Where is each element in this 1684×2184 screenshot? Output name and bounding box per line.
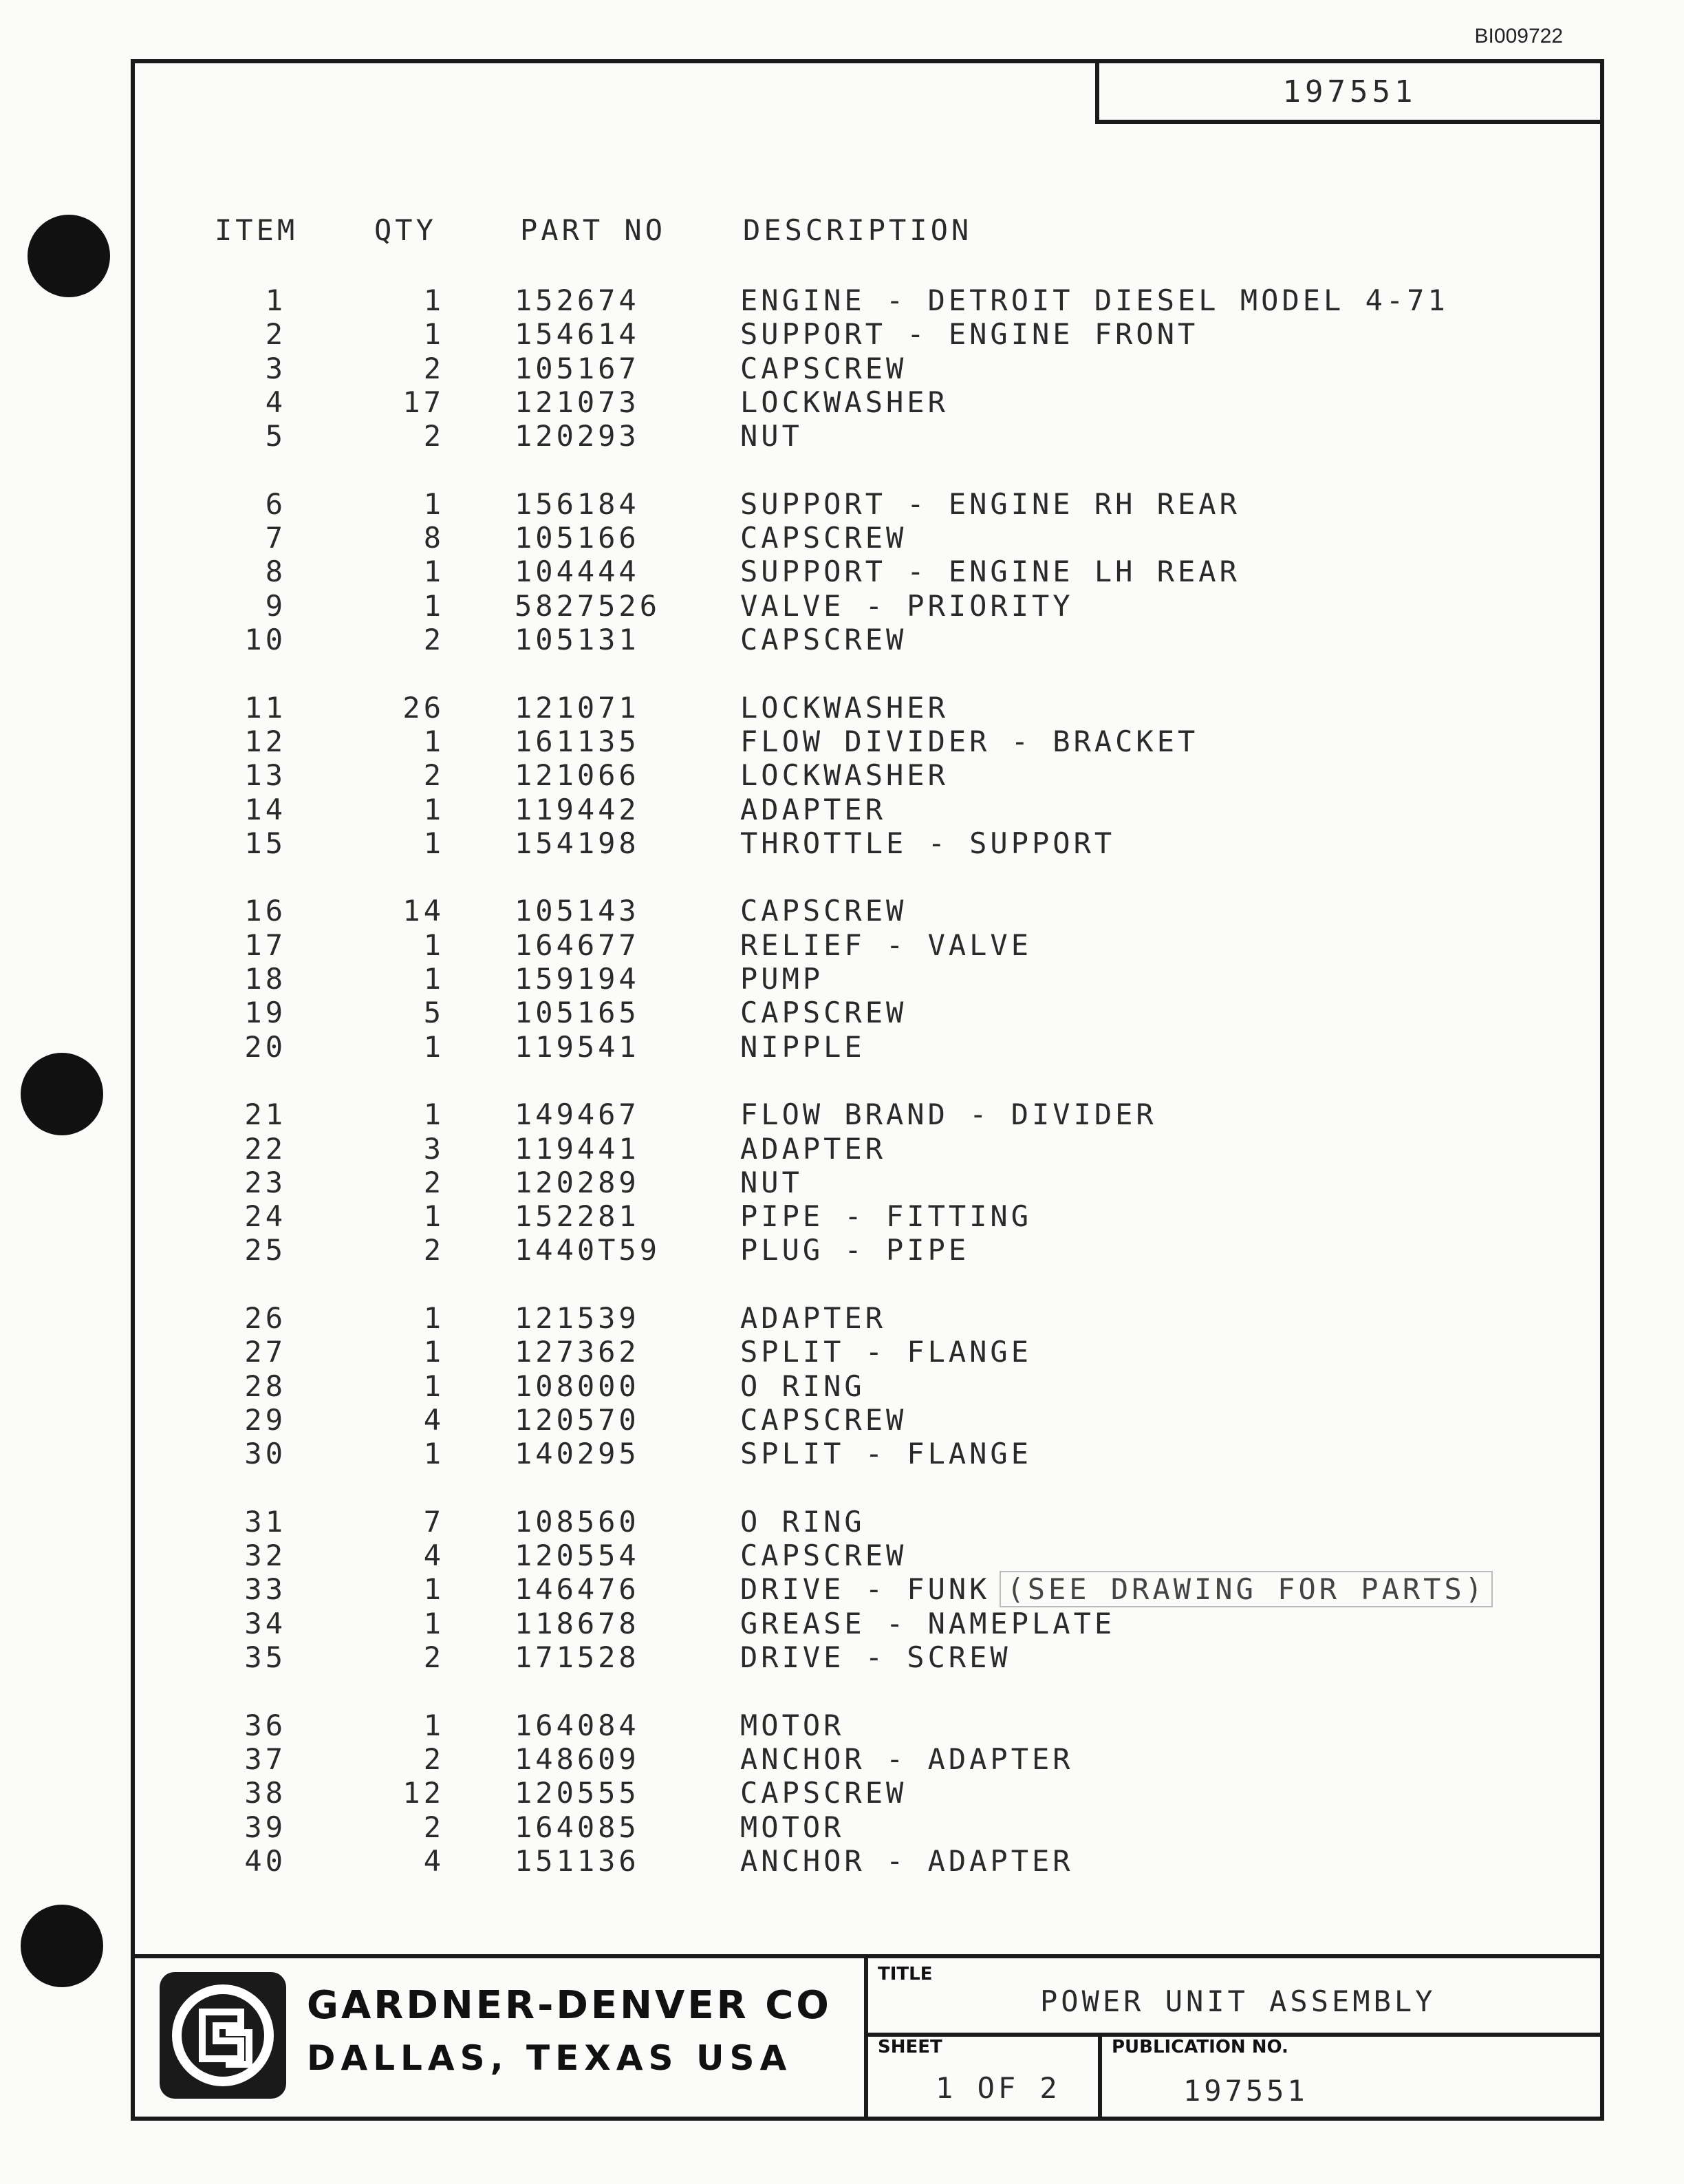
- description-cell: VALVE - PRIORITY: [740, 588, 1074, 623]
- description-cell: CAPSCREW: [740, 894, 907, 928]
- item-cell: 28: [244, 1369, 286, 1403]
- table-row: [135, 691, 1600, 725]
- part-no-cell: 120554: [515, 1539, 640, 1573]
- part-no-cell: 121539: [515, 1301, 640, 1335]
- qty-cell: 14: [402, 894, 444, 928]
- item-cell: 30: [244, 1437, 286, 1471]
- item-cell: 8: [265, 555, 286, 589]
- qty-cell: 26: [402, 690, 444, 725]
- item-cell: 12: [244, 724, 286, 758]
- qty-cell: 2: [423, 623, 444, 656]
- item-cell: 24: [244, 1199, 286, 1234]
- part-no-cell: 140295: [515, 1437, 640, 1471]
- table-row: [135, 826, 1600, 861]
- item-cell: 35: [244, 1640, 286, 1674]
- description-cell: ENGINE - DETROIT DIESEL MODEL 4-71: [740, 283, 1449, 317]
- sheet-value: 1 OF 2: [936, 2071, 1061, 2105]
- item-cell: 40: [244, 1843, 286, 1878]
- description-cell: CAPSCREW: [740, 351, 907, 385]
- qty-cell: 1: [423, 1098, 444, 1132]
- qty-cell: 8: [423, 521, 444, 555]
- table-row: [135, 1030, 1600, 1064]
- qty-cell: 1: [423, 1199, 444, 1234]
- item-cell: 13: [244, 758, 286, 793]
- description-cell: SUPPORT - ENGINE RH REAR: [740, 486, 1240, 521]
- qty-cell: 1: [423, 1369, 444, 1403]
- part-no-cell: 159194: [515, 962, 640, 996]
- table-row: [135, 1199, 1600, 1234]
- part-no-cell: 105165: [515, 996, 640, 1030]
- column-header-description: DESCRIPTION: [743, 213, 973, 247]
- item-cell: 38: [244, 1776, 286, 1810]
- qty-cell: 2: [423, 419, 444, 453]
- binder-hole-bottom: [21, 1905, 103, 1987]
- part-no-cell: 1440T59: [515, 1233, 661, 1267]
- table-row: [135, 1572, 1600, 1607]
- table-row: [135, 1844, 1600, 1878]
- description-cell: ADAPTER: [740, 1131, 887, 1166]
- table-row: [135, 1132, 1600, 1166]
- qty-cell: 2: [423, 351, 444, 385]
- table-row: [135, 1776, 1600, 1810]
- item-cell: 34: [244, 1606, 286, 1640]
- qty-cell: 1: [423, 1301, 444, 1335]
- description-cell: RELIEF - VALVE: [740, 928, 1033, 962]
- item-cell: 11: [244, 690, 286, 725]
- part-no-cell: 108560: [515, 1504, 640, 1539]
- qty-cell: 1: [423, 317, 444, 352]
- qty-cell: 4: [423, 1402, 444, 1437]
- table-row: [135, 996, 1600, 1030]
- item-cell: 4: [265, 385, 286, 419]
- item-cell: 21: [244, 1098, 286, 1132]
- title-row: [868, 1958, 1600, 2037]
- table-row: [135, 894, 1600, 928]
- table-row: [135, 962, 1600, 996]
- drawing-frame: [131, 59, 1604, 2121]
- title-block: [135, 1954, 1600, 2117]
- document-id: BI009722: [1474, 25, 1563, 47]
- description-cell: CAPSCREW: [740, 623, 907, 656]
- qty-cell: 1: [423, 1606, 444, 1640]
- part-no-cell: 120555: [515, 1776, 640, 1810]
- publication-cell: [1102, 2033, 1600, 2117]
- part-no-cell: 156184: [515, 486, 640, 521]
- part-no-cell: 118678: [515, 1606, 640, 1640]
- title-label: TITLE: [878, 1964, 933, 1984]
- table-row: [135, 521, 1600, 555]
- description-cell: FLOW BRAND - DIVIDER: [740, 1098, 1157, 1132]
- qty-cell: 12: [402, 1776, 444, 1810]
- part-no-cell: 121071: [515, 690, 640, 725]
- description-cell: CAPSCREW: [740, 1539, 907, 1573]
- item-cell: 2: [265, 317, 286, 352]
- table-row: [135, 1810, 1600, 1845]
- item-cell: 36: [244, 1708, 286, 1742]
- part-no-cell: 105166: [515, 521, 640, 555]
- table-row: [135, 385, 1600, 420]
- item-cell: 19: [244, 996, 286, 1030]
- description-cell: LOCKWASHER: [740, 385, 949, 419]
- qty-cell: 4: [423, 1539, 444, 1573]
- company-logo: [160, 1972, 286, 2099]
- publication-label: PUBLICATION NO.: [1112, 2037, 1288, 2057]
- description-cell: NUT: [740, 1165, 803, 1199]
- item-cell: 33: [244, 1572, 286, 1607]
- part-no-cell: 148609: [515, 1742, 640, 1776]
- qty-cell: 1: [423, 486, 444, 521]
- qty-cell: 3: [423, 1131, 444, 1166]
- description-cell: DRIVE - SCREW: [740, 1640, 1011, 1674]
- table-row: [135, 1505, 1600, 1539]
- table-row: [135, 928, 1600, 963]
- item-cell: 5: [265, 419, 286, 453]
- table-row: [135, 1335, 1600, 1369]
- description-cell: THROTTLE - SUPPORT: [740, 826, 1116, 860]
- publication-value: 197551: [1183, 2074, 1308, 2108]
- part-no-cell: 164084: [515, 1708, 640, 1742]
- part-no-cell: 152674: [515, 283, 640, 317]
- item-cell: 23: [244, 1165, 286, 1199]
- qty-cell: 1: [423, 1335, 444, 1369]
- item-cell: 7: [265, 521, 286, 555]
- description-cell: GREASE - NAMEPLATE: [740, 1606, 1116, 1640]
- table-row: [135, 1301, 1600, 1336]
- item-cell: 14: [244, 792, 286, 826]
- table-row: [135, 1742, 1600, 1777]
- part-no-cell: 119441: [515, 1131, 640, 1166]
- description-cell: ANCHOR - ADAPTER: [740, 1843, 1074, 1878]
- description-cell: MOTOR: [740, 1810, 845, 1844]
- part-no-cell: 108000: [515, 1369, 640, 1403]
- item-cell: 20: [244, 1029, 286, 1064]
- item-cell: 17: [244, 928, 286, 962]
- table-row: [135, 1369, 1600, 1404]
- description-cell: CAPSCREW: [740, 996, 907, 1030]
- description-cell: NIPPLE: [740, 1029, 865, 1064]
- column-header-item: ITEM: [215, 213, 299, 247]
- item-cell: 31: [244, 1504, 286, 1539]
- qty-cell: 1: [423, 928, 444, 962]
- item-cell: 6: [265, 486, 286, 521]
- item-cell: 10: [244, 623, 286, 656]
- part-no-cell: 5827526: [515, 588, 661, 623]
- part-no-cell: 104444: [515, 555, 640, 589]
- qty-cell: 2: [423, 1742, 444, 1776]
- qty-cell: 1: [423, 283, 444, 317]
- part-no-cell: 105143: [515, 894, 640, 928]
- description-cell: FLOW DIVIDER - BRACKET: [740, 724, 1199, 758]
- table-row: [135, 725, 1600, 759]
- item-cell: 25: [244, 1233, 286, 1267]
- table-row: [135, 1166, 1600, 1200]
- description-cell: CAPSCREW: [740, 521, 907, 555]
- description-cell: SUPPORT - ENGINE LH REAR: [740, 555, 1240, 589]
- description-cell: PIPE - FITTING: [740, 1199, 1033, 1234]
- sheet-cell: [868, 2033, 1102, 2117]
- table-row: [135, 1437, 1600, 1471]
- sheet-label: SHEET: [878, 2037, 942, 2057]
- part-no-cell: 161135: [515, 724, 640, 758]
- description-note: (SEE DRAWING FOR PARTS): [1000, 1571, 1493, 1607]
- qty-cell: 2: [423, 1165, 444, 1199]
- qty-cell: 1: [423, 792, 444, 826]
- part-no-cell: 105131: [515, 623, 640, 656]
- qty-cell: 1: [423, 588, 444, 623]
- company-location: DALLAS, TEXAS USA: [307, 2038, 792, 2078]
- item-cell: 39: [244, 1810, 286, 1844]
- qty-cell: 5: [423, 996, 444, 1030]
- qty-cell: 7: [423, 1504, 444, 1539]
- description-cell: CAPSCREW: [740, 1402, 907, 1437]
- table-row: [135, 1403, 1600, 1437]
- table-row: [135, 589, 1600, 623]
- table-row: [135, 317, 1600, 352]
- table-row: [135, 793, 1600, 827]
- column-header-part-no: PART NO: [520, 213, 667, 247]
- qty-cell: 1: [423, 826, 444, 860]
- part-no-cell: 120570: [515, 1402, 640, 1437]
- description-cell: ADAPTER: [740, 792, 887, 826]
- qty-cell: 1: [423, 724, 444, 758]
- description-cell: O RING: [740, 1369, 865, 1403]
- description-cell: ADAPTER: [740, 1301, 887, 1335]
- table-row: [135, 1640, 1600, 1675]
- part-no-cell: 149467: [515, 1098, 640, 1132]
- item-cell: 22: [244, 1131, 286, 1166]
- part-no-cell: 171528: [515, 1640, 640, 1674]
- description-cell: MOTOR: [740, 1708, 845, 1742]
- item-cell: 15: [244, 826, 286, 860]
- company-block: [135, 1958, 868, 2117]
- part-no-cell: 121073: [515, 385, 640, 419]
- table-row: [135, 1539, 1600, 1573]
- description-cell: SPLIT - FLANGE: [740, 1437, 1033, 1471]
- item-cell: 27: [244, 1335, 286, 1369]
- part-no-cell: 154198: [515, 826, 640, 860]
- table-row: [135, 283, 1600, 318]
- table-row: [135, 352, 1600, 386]
- qty-cell: 2: [423, 1640, 444, 1674]
- item-cell: 3: [265, 351, 286, 385]
- description-cell: NUT: [740, 419, 803, 453]
- binder-hole-top: [28, 215, 110, 297]
- publication-number-box: 197551: [1095, 63, 1600, 124]
- part-no-cell: 154614: [515, 317, 640, 352]
- item-cell: 32: [244, 1539, 286, 1573]
- table-row: [135, 1607, 1600, 1641]
- table-row: [135, 623, 1600, 657]
- part-no-cell: 127362: [515, 1335, 640, 1369]
- description-cell: SPLIT - FLANGE: [740, 1335, 1033, 1369]
- description-cell: LOCKWASHER: [740, 690, 949, 725]
- description-cell: CAPSCREW: [740, 1776, 907, 1810]
- column-header-qty: QTY: [374, 213, 437, 247]
- description-text: DRIVE - FUNK: [740, 1572, 991, 1607]
- part-no-cell: 146476: [515, 1572, 640, 1607]
- item-cell: 1: [265, 283, 286, 317]
- table-row: [135, 555, 1600, 589]
- part-no-cell: 164677: [515, 928, 640, 962]
- qty-cell: 1: [423, 962, 444, 996]
- qty-cell: 2: [423, 758, 444, 793]
- item-cell: 37: [244, 1742, 286, 1776]
- part-no-cell: 119442: [515, 792, 640, 826]
- table-row: [135, 487, 1600, 522]
- description-cell: O RING: [740, 1504, 865, 1539]
- description-cell: ANCHOR - ADAPTER: [740, 1742, 1074, 1776]
- qty-cell: 1: [423, 555, 444, 589]
- table-row: [135, 1098, 1600, 1132]
- table-row: [135, 1233, 1600, 1267]
- item-cell: 16: [244, 894, 286, 928]
- item-cell: 18: [244, 962, 286, 996]
- item-cell: 26: [244, 1301, 286, 1335]
- qty-cell: 4: [423, 1843, 444, 1878]
- description-cell: [740, 1572, 1493, 1607]
- part-no-cell: 105167: [515, 351, 640, 385]
- description-cell: PUMP: [740, 962, 824, 996]
- qty-cell: 1: [423, 1437, 444, 1471]
- part-no-cell: 151136: [515, 1843, 640, 1878]
- description-cell: SUPPORT - ENGINE FRONT: [740, 317, 1199, 352]
- qty-cell: 2: [423, 1233, 444, 1267]
- table-row: [135, 758, 1600, 793]
- qty-cell: 2: [423, 1810, 444, 1844]
- part-no-cell: 120289: [515, 1165, 640, 1199]
- part-no-cell: 119541: [515, 1029, 640, 1064]
- title-info: [868, 1958, 1600, 2117]
- part-no-cell: 152281: [515, 1199, 640, 1234]
- description-cell: PLUG - PIPE: [740, 1233, 970, 1267]
- drawing-title: POWER UNIT ASSEMBLY: [1040, 1984, 1436, 2018]
- qty-cell: 1: [423, 1572, 444, 1607]
- qty-cell: 1: [423, 1708, 444, 1742]
- qty-cell: 17: [402, 385, 444, 419]
- table-row: [135, 419, 1600, 453]
- company-name: GARDNER-DENVER CO: [307, 1983, 832, 2028]
- part-no-cell: 121066: [515, 758, 640, 793]
- table-row: [135, 1709, 1600, 1743]
- binder-hole-middle: [21, 1053, 103, 1135]
- part-no-cell: 120293: [515, 419, 640, 453]
- item-cell: 29: [244, 1402, 286, 1437]
- item-cell: 9: [265, 588, 286, 623]
- qty-cell: 1: [423, 1029, 444, 1064]
- description-cell: LOCKWASHER: [740, 758, 949, 793]
- part-no-cell: 164085: [515, 1810, 640, 1844]
